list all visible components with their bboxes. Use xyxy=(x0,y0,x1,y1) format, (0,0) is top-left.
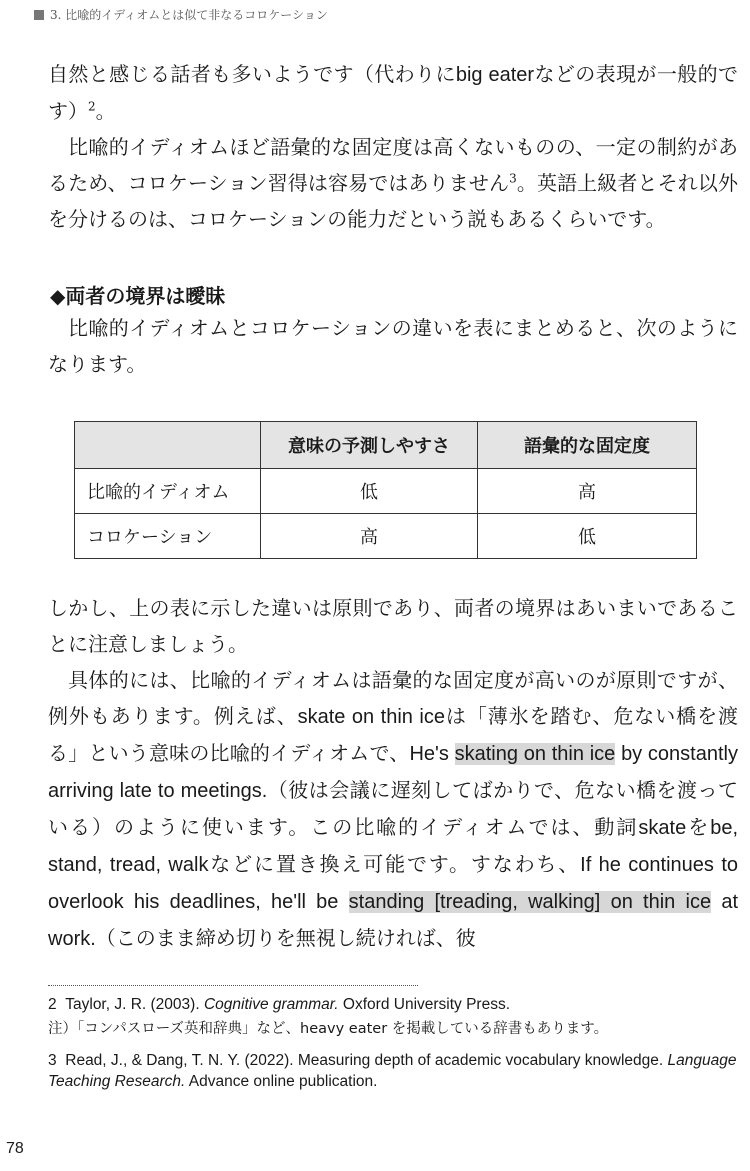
intro-paragraph-block xyxy=(48,310,738,382)
running-header xyxy=(34,6,328,23)
text-run: Oxford University Press. xyxy=(338,996,511,1013)
section-heading: ◆両者の境界は曖昧 xyxy=(50,284,226,308)
text-run: 。英語上級者とそれ以外を分けるのは、コロケーションの能力だという説もあるくらいです。 xyxy=(48,171,738,231)
text-run: be, stand, tread, walk xyxy=(48,817,739,876)
paragraph-1 xyxy=(48,56,738,129)
text-run: big eater xyxy=(455,64,535,86)
highlighted-phrase: standing [treading, walking] on thin ice xyxy=(348,891,712,913)
text-run: 自然と感じる話者も多いようです（代わりに xyxy=(48,62,456,86)
text-run: Language Teaching Research. xyxy=(48,1052,737,1090)
table-cell: 低 xyxy=(261,469,478,514)
paragraph-5 xyxy=(48,662,738,957)
table-header-cell: 意味の予測しやすさ xyxy=(261,422,478,469)
paragraph-3: 比喩的イディオムとコロケーションの違いを表にまとめると、次のようになります。 xyxy=(48,316,738,376)
footnote-note xyxy=(48,1018,738,1040)
text-run: If he continues to overlook his deadlines, he'll be xyxy=(48,854,739,913)
comparison-table xyxy=(74,421,697,559)
text-run: 。 xyxy=(95,99,116,123)
text-run: （このまま締め切りを無視し続ければ、彼 xyxy=(95,926,476,950)
footnote-number: 3 xyxy=(48,1052,57,1069)
text-run: by constantly arriving late to meetings. xyxy=(48,743,738,802)
text-run: を xyxy=(686,815,711,839)
text-run: （彼は会議に遅刻してばかりで、危ない橋を渡っている）のように使います。この比喩的イディオムでは、動詞 xyxy=(48,778,738,839)
table-row xyxy=(75,514,697,559)
running-title: 3. 比喩的イディオムとは似て非なるコロケーション xyxy=(50,8,328,22)
text-run: Taylor, J. R. (2003). xyxy=(65,996,204,1013)
text-run: 具体的には、比喩的イディオムは語彙的な固定度が高いのが原則ですが、例外もあります。例えば、 xyxy=(48,668,738,728)
text-run: 注）「コンパスローズ英和辞典」など、heavy eater を掲載している辞書もあります。 xyxy=(48,1021,609,1037)
text-run: skate on thin ice xyxy=(297,706,445,728)
table-header-row xyxy=(75,422,697,469)
footnote-separator xyxy=(48,985,418,986)
footnote-3 xyxy=(48,1050,738,1092)
footnote-2 xyxy=(48,994,738,1015)
table-cell: 低 xyxy=(478,514,697,559)
footnote-ref-3: 3 xyxy=(509,171,517,186)
text-run: 比喩的イディオムほど語彙的な固定度は高くないものの、一定の制約があるため、コロケーション習得は容易ではありません xyxy=(48,135,738,195)
footnote-ref-2: 2 xyxy=(88,99,96,114)
table-cell: 高 xyxy=(478,469,697,514)
text-run: などに置き換え可能です。すなわち、 xyxy=(208,852,581,876)
highlighted-phrase: skating on thin ice xyxy=(454,743,616,765)
text-run: Advance online publication. xyxy=(185,1073,378,1090)
paragraph-2 xyxy=(48,129,738,237)
text-run: He's xyxy=(409,743,455,765)
bottom-paragraphs xyxy=(48,590,738,957)
table-row-label: コロケーション xyxy=(75,514,261,559)
footnote-number: 2 xyxy=(48,996,57,1013)
square-bullet-icon xyxy=(34,10,44,20)
table-row xyxy=(75,469,697,514)
table-cell: 高 xyxy=(261,514,478,559)
page-number: 78 xyxy=(6,1140,24,1157)
table-row-label: 比喩的イディオム xyxy=(75,469,261,514)
text-run: at work. xyxy=(48,891,738,950)
text-run: skate xyxy=(638,817,687,839)
text-run: Cognitive grammar. xyxy=(203,996,339,1013)
text-run: は「薄氷を踏む、危ない橋を渡る」という意味の比喩的イディオムで、 xyxy=(48,704,739,765)
paragraph-4: しかし、上の表に示した違いは原則であり、両者の境界はあいまいであることに注意しましょう。 xyxy=(48,596,738,656)
top-paragraphs xyxy=(48,56,738,237)
table-header-cell xyxy=(75,422,261,469)
text-run: Read, J., & Dang, T. N. Y. (2022). Measuring depth of academic vocabulary knowledge. xyxy=(65,1052,668,1069)
text-run: などの表現が一般的です） xyxy=(48,62,738,123)
table-header-cell: 語彙的な固定度 xyxy=(478,422,697,469)
